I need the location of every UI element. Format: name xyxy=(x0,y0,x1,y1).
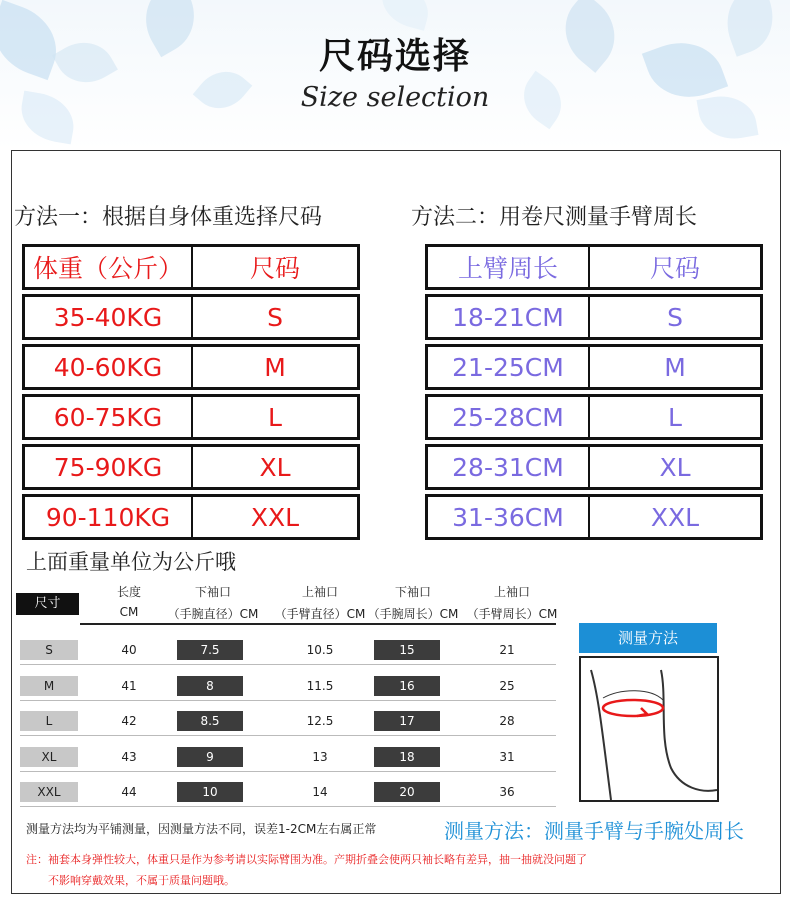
size-cell: L xyxy=(588,394,763,440)
arm-illustration-icon xyxy=(581,658,717,800)
page-subtitle: Size selection xyxy=(300,82,490,113)
spec-size-cell: XL xyxy=(20,747,78,767)
spec-value-cell: 12.5 xyxy=(306,714,334,728)
table-row xyxy=(425,394,763,440)
size-cell: XL xyxy=(191,444,360,490)
spec-value-cell: 15 xyxy=(374,640,440,660)
measurement-method-text: 测量方法：测量手臂与手腕处周长 xyxy=(444,819,744,843)
table-row xyxy=(22,394,360,440)
weight-size-table xyxy=(22,240,360,544)
spec-size-cell: M xyxy=(20,676,78,696)
spec-value-cell: 16 xyxy=(374,676,440,696)
measure-method-title: 测量方法 xyxy=(579,623,717,653)
row-divider xyxy=(20,771,556,772)
col-unit: （手臂直径）CM xyxy=(274,607,366,621)
spec-value-cell: 10 xyxy=(177,782,243,802)
col-title: 下袖口 xyxy=(394,585,431,599)
spec-value-cell: 20 xyxy=(374,782,440,802)
size-cell: L xyxy=(191,394,360,440)
range-cell: 21-25CM xyxy=(425,344,588,390)
spec-value-cell: 21 xyxy=(499,643,515,657)
col-title: 长度 xyxy=(116,585,141,599)
leaf-decoration xyxy=(376,0,435,31)
spec-value-cell: 7.5 xyxy=(177,640,243,660)
header-weight: 体重（公斤） xyxy=(22,244,191,290)
spec-value-cell: 44 xyxy=(121,785,137,799)
arm-measure-illustration xyxy=(579,656,719,802)
measurement-note: 测量方法均为平铺测量，因测量方法不同，误差1-2CM左右属正常 xyxy=(26,822,377,836)
row-divider xyxy=(20,700,556,701)
header-divider xyxy=(80,623,556,625)
range-cell: 28-31CM xyxy=(425,444,588,490)
table-row xyxy=(22,494,360,540)
warning-line-1: 注：袖套本身弹性较大，体重只是作为参考请以实际臂围为准。产期折叠会使两只袖长略有差异，抽一抽就没问题了 xyxy=(26,853,587,866)
col-unit: （手腕周长）CM xyxy=(367,607,459,621)
table-row xyxy=(425,494,763,540)
spec-value-cell: 43 xyxy=(121,749,137,764)
col-unit: CM xyxy=(119,605,139,619)
spec-value-cell: 25 xyxy=(499,678,515,693)
spec-size-cell: S xyxy=(20,640,78,660)
row-divider xyxy=(20,806,556,807)
spec-value-cell: 42 xyxy=(121,714,137,728)
row-divider xyxy=(20,664,556,665)
header-size: 尺码 xyxy=(191,244,360,290)
col-unit: （手臂周长）CM xyxy=(466,607,558,621)
col-unit: （手腕直径）CM xyxy=(167,607,259,621)
size-column-badge: 尺寸 xyxy=(16,593,79,615)
spec-value-cell: 13 xyxy=(312,749,328,764)
warning-line-2: 不影响穿戴效果，不属于质量问题哦。 xyxy=(48,874,235,887)
spec-value-cell: 14 xyxy=(312,785,328,799)
col-title: 上袖口 xyxy=(493,585,530,599)
table-row xyxy=(22,294,360,340)
spec-value-cell: 41 xyxy=(121,678,137,693)
col-title: 上袖口 xyxy=(301,585,338,599)
arm-size-table xyxy=(425,240,763,544)
header-banner xyxy=(0,0,790,150)
size-cell: M xyxy=(191,344,360,390)
range-cell: 60-75KG xyxy=(22,394,191,440)
table-header-row xyxy=(425,244,763,290)
range-cell: 90-110KG xyxy=(22,494,191,540)
size-cell: XXL xyxy=(191,494,360,540)
method-two-label: 方法二：用卷尺测量手臂周长 xyxy=(411,205,698,230)
size-cell: S xyxy=(588,294,763,340)
row-divider xyxy=(20,735,556,736)
spec-size-cell: XXL xyxy=(20,782,78,802)
col-title: 下袖口 xyxy=(194,585,231,599)
spec-size-cell: L xyxy=(20,711,78,731)
size-cell: M xyxy=(588,344,763,390)
range-cell: 75-90KG xyxy=(22,444,191,490)
range-cell: 25-28CM xyxy=(425,394,588,440)
table-row xyxy=(22,444,360,490)
range-cell: 40-60KG xyxy=(22,344,191,390)
size-cell: XL xyxy=(588,444,763,490)
table-row xyxy=(22,344,360,390)
spec-value-cell: 10.5 xyxy=(306,643,334,657)
spec-value-cell: 9 xyxy=(177,747,243,767)
method-one-label: 方法一：根据自身体重选择尺码 xyxy=(14,205,323,230)
table-row xyxy=(425,444,763,490)
table-row xyxy=(425,294,763,340)
spec-value-cell: 11.5 xyxy=(306,678,334,693)
spec-value-cell: 8.5 xyxy=(177,711,243,731)
spec-value-cell: 36 xyxy=(499,785,515,799)
table-header-row xyxy=(22,244,360,290)
size-cell: S xyxy=(191,294,360,340)
spec-value-cell: 8 xyxy=(177,676,243,696)
weight-unit-note: 上面重量单位为公斤哦 xyxy=(26,550,236,574)
spec-value-cell: 18 xyxy=(374,747,440,767)
size-cell: XXL xyxy=(588,494,763,540)
range-cell: 35-40KG xyxy=(22,294,191,340)
header-arm: 上臂周长 xyxy=(425,244,588,290)
range-cell: 18-21CM xyxy=(425,294,588,340)
spec-value-cell: 40 xyxy=(121,643,137,657)
range-cell: 31-36CM xyxy=(425,494,588,540)
page-title: 尺码选择 xyxy=(318,36,471,77)
spec-value-cell: 17 xyxy=(374,711,440,731)
table-row xyxy=(425,344,763,390)
spec-value-cell: 31 xyxy=(499,749,515,764)
spec-value-cell: 28 xyxy=(499,714,515,728)
header-size: 尺码 xyxy=(588,244,763,290)
